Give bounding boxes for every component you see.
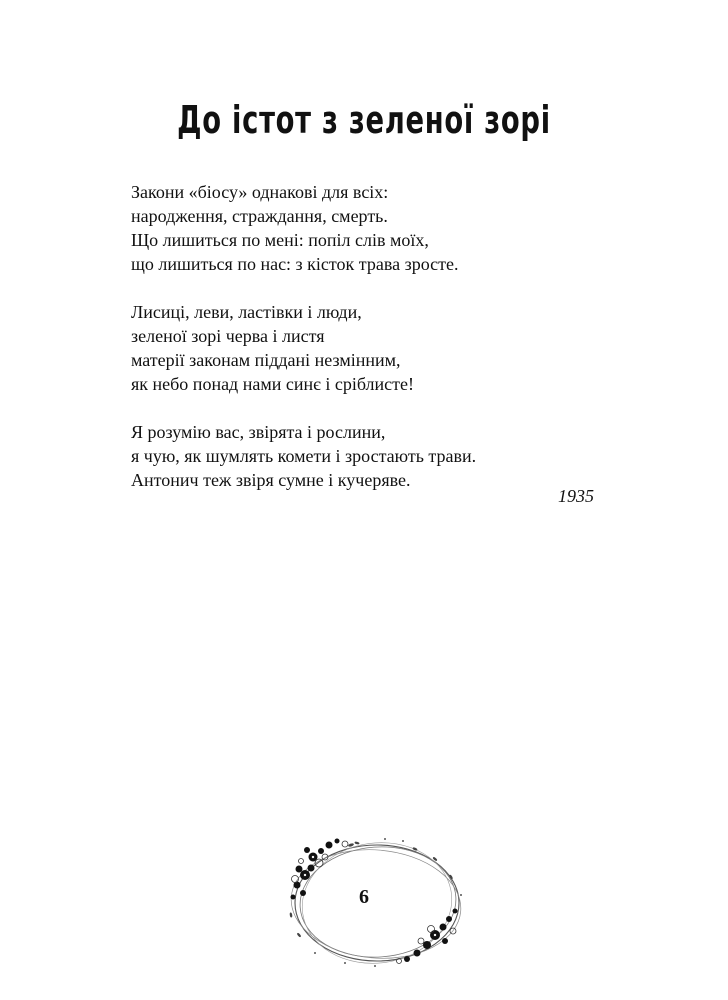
poem-line: Я розумію вас, звірята і рослини, (131, 422, 386, 442)
poem-line: Що лишиться по мені: попіл слів моїх, (131, 230, 429, 250)
poem-line: Антонич теж звіря сумне і кучеряве. (131, 470, 411, 490)
stanza (131, 300, 601, 396)
poem-line: зеленої зорі черва і листя (131, 326, 325, 346)
stanza (131, 420, 601, 492)
poem-line: Закони «біосу» однакові для всіх: (131, 182, 389, 202)
poem-line: народження, страждання, смерть. (131, 206, 388, 226)
page-number: 6 (359, 886, 369, 908)
poem-title: До істот з зеленої зорі (177, 98, 551, 142)
poem-line: я чую, як шумлять комети і зростають трави. (131, 446, 477, 466)
poem-line: що лишиться по нас: з кісток трава зросте. (131, 254, 459, 274)
poem-line: матерії законам піддані незмінним, (131, 350, 401, 370)
poem-line: як небо понад нами синє і сріблисте! (131, 374, 414, 394)
poem-body (131, 180, 601, 516)
stanza (131, 180, 601, 276)
poem-line: Лисиці, леви, ластівки і люди, (131, 302, 362, 322)
poem-year: 1935 (558, 486, 594, 506)
